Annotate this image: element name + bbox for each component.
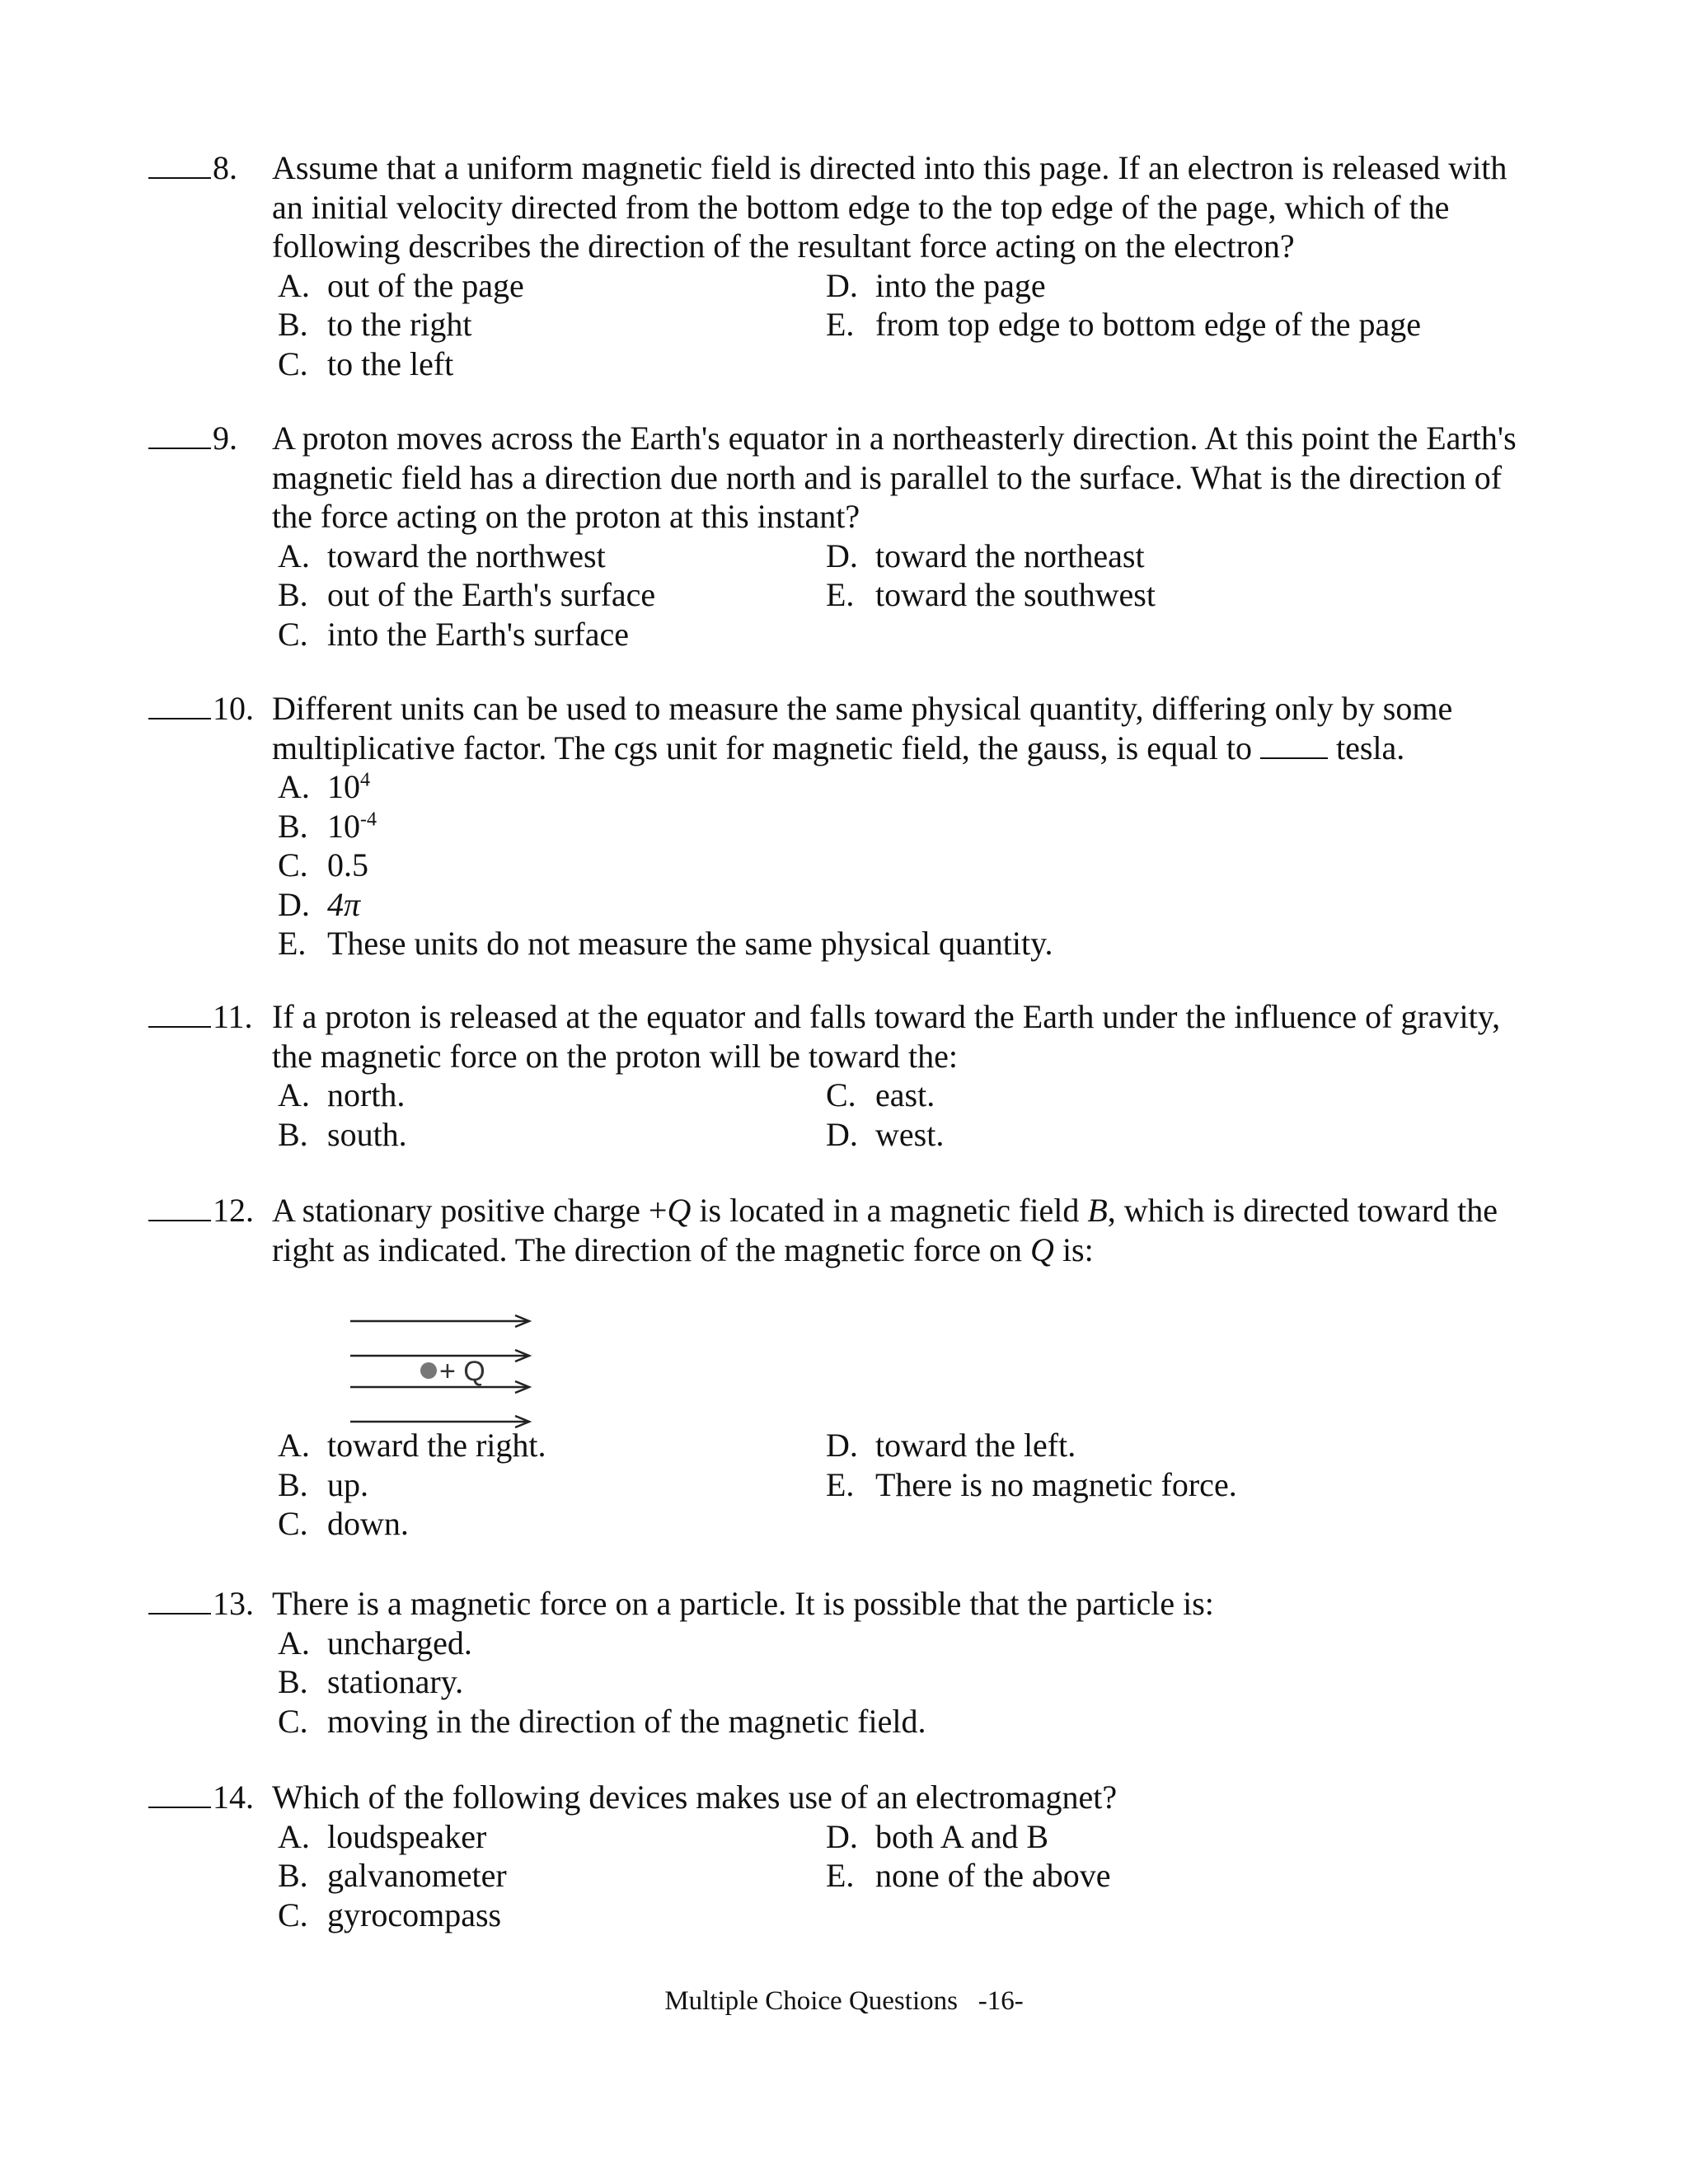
option-c: C. gyrocompass — [278, 1896, 502, 1933]
question-number: 9. — [213, 419, 237, 457]
question-9 — [148, 419, 1533, 654]
question-number: 11. — [213, 998, 253, 1035]
option-d: D. toward the northeast — [826, 537, 1145, 574]
option-c: C. east. — [826, 1076, 935, 1113]
page-footer — [0, 1986, 1688, 2017]
question-number: 10. — [213, 690, 254, 727]
question-13 — [148, 1584, 1533, 1741]
magnetic-field-diagram — [346, 1305, 544, 1436]
option-d: D. into the page — [826, 266, 1046, 304]
option-c: C. moving in the direction of the magnetic field. — [278, 1702, 926, 1740]
option-e: E. none of the above — [826, 1857, 1111, 1894]
option-a: A. uncharged. — [278, 1624, 472, 1661]
option-e: E. There is no magnetic force. — [826, 1465, 1237, 1503]
option-a: A. $10^4$ — [278, 768, 370, 805]
question-text: There is a magnetic force on a particle. It is possible that the particle is: — [272, 1585, 1214, 1622]
answer-blank-9[interactable] — [148, 419, 211, 449]
option-c: C. into the Earth's surface — [278, 615, 629, 653]
question-10 — [148, 689, 1533, 963]
option-a: A. out of the page D. into the page — [278, 266, 1046, 304]
answer-blank-11[interactable] — [148, 998, 211, 1028]
option-b: B. galvanometer E. none of the above — [278, 1857, 1111, 1894]
question-text: Assume that a uniform magnetic field is directed into this page. If an electron is released with — [272, 149, 1507, 186]
question-number: 8. — [213, 149, 237, 186]
fill-in-blank — [1260, 729, 1328, 759]
answer-blank-12[interactable] — [148, 1192, 211, 1221]
question-text: right as indicated. The direction of the magnetic force on Q is: — [272, 1230, 1094, 1268]
option-b: B. south. D. west. — [278, 1115, 945, 1153]
option-b: B. up. E. There is no magnetic force. — [278, 1465, 1237, 1503]
option-b: B. out of the Earth's surface E. toward the southwest — [278, 576, 1156, 613]
question-number: 14. — [213, 1779, 254, 1816]
question-text: Which of the following devices makes use of an electromagnet? — [272, 1779, 1118, 1816]
option-a: A. toward the right. D. toward the left. — [278, 1427, 1076, 1464]
option-a: A. toward the northwest D. toward the northeast — [278, 537, 1145, 574]
question-number: 12. — [213, 1192, 254, 1229]
option-d: D. toward the left. — [826, 1427, 1076, 1464]
question-11 — [148, 997, 1533, 1154]
option-c: C. to the left — [278, 344, 454, 382]
option-c: C. 0.5 — [278, 846, 368, 883]
option-a: A. north. C. east. — [278, 1076, 935, 1113]
charge-dot-icon — [420, 1362, 437, 1379]
question-text: following describes the direction of the resultant force acting on the electron? — [272, 227, 1295, 265]
question-8 — [148, 148, 1533, 383]
question-text: the magnetic force on the proton will be toward the: — [272, 1037, 958, 1075]
question-text: Different units can be used to measure the same physical quantity, differing only by some — [272, 690, 1453, 727]
answer-blank-14[interactable] — [148, 1779, 211, 1808]
footer-text: Multiple Choice Questions -16- — [664, 1986, 1024, 2016]
question-text: magnetic field has a direction due north and is parallel to the surface. What is the direction of — [272, 458, 1503, 496]
question-text: the force acting on the proton at this instant? — [272, 498, 860, 535]
question-text: A proton moves across the Earth's equator in a northeasterly direction. At this point the Earth's — [272, 419, 1517, 457]
question-number: 13. — [213, 1585, 254, 1622]
option-c: C. down. — [278, 1505, 409, 1542]
question-text: A stationary positive charge +Q is located in a magnetic field B, which is directed toward the — [272, 1192, 1498, 1229]
answer-blank-10[interactable] — [148, 690, 211, 719]
question-text: If a proton is released at the equator and falls toward the Earth under the influence of gravity, — [272, 998, 1501, 1035]
option-b: B. $10^{-4}$ — [278, 807, 377, 845]
question-text: multiplicative factor. The cgs unit for magnetic field, the gauss, is equal to tesla. — [272, 729, 1405, 766]
option-d: D. 4π — [278, 885, 361, 923]
answer-blank-8[interactable] — [148, 149, 211, 179]
charge-label: + Q — [439, 1356, 485, 1387]
option-b: B. to the right E. from top edge to bottom edge of the page — [278, 306, 1422, 343]
option-e: E. from top edge to bottom edge of the page — [826, 306, 1422, 343]
option-d: D. both A and B — [826, 1817, 1049, 1855]
option-e: E. toward the southwest — [826, 576, 1156, 613]
option-a: A. loudspeaker D. both A and B — [278, 1817, 1049, 1855]
question-14 — [148, 1778, 1533, 1934]
question-text: an initial velocity directed from the bottom edge to the top edge of the page, which of the — [272, 188, 1450, 226]
option-d: D. west. — [826, 1115, 945, 1153]
option-b: B. stationary. — [278, 1663, 464, 1700]
option-e: E. These units do not measure the same physical quantity. — [278, 925, 1053, 962]
answer-blank-13[interactable] — [148, 1585, 211, 1615]
